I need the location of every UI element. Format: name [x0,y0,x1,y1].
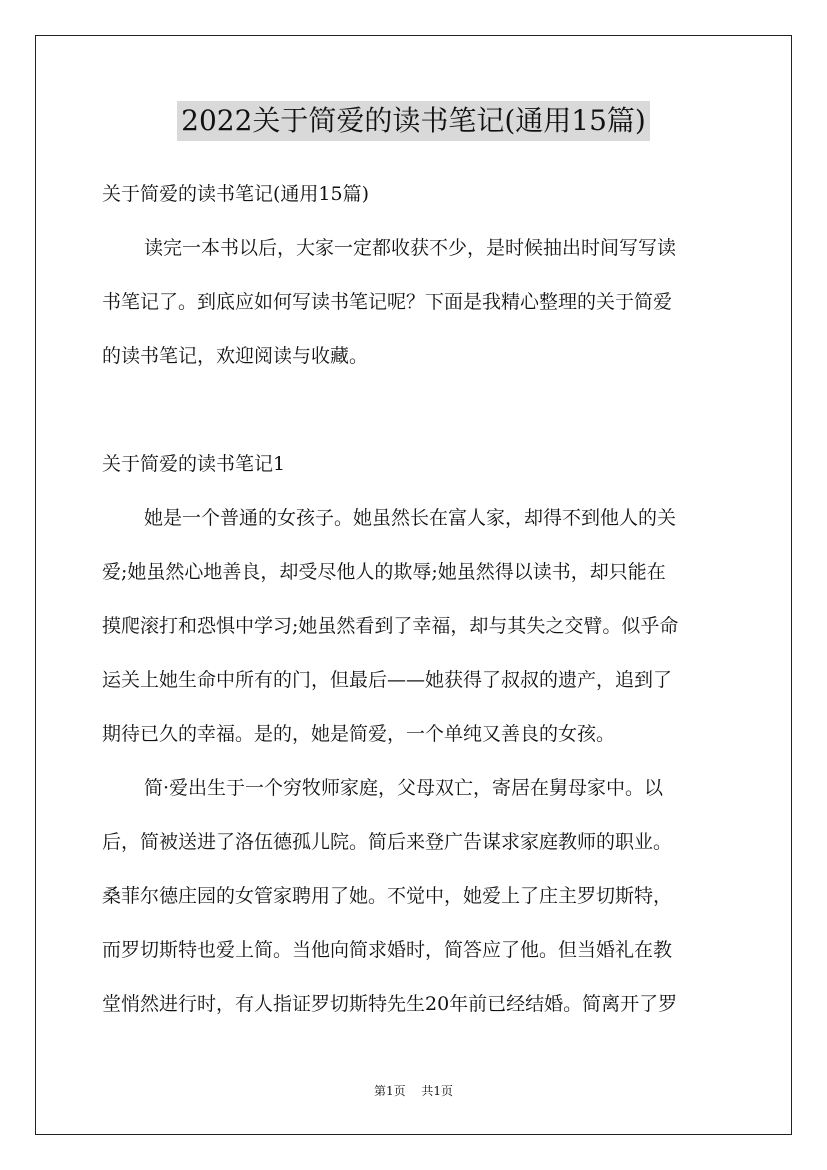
paragraph-line: 后，简被送进了洛伍德孤儿院。简后来登广告谋求家庭教师的职业。 [102,831,673,853]
intro-line: 书笔记了。到底应如何写读书笔记呢？下面是我精心整理的关于简爱 [102,291,673,313]
paragraph-line: 而罗切斯特也爱上简。当他向简求婚时，简答应了他。但当婚礼在教 [102,939,673,961]
page-number: 第1页 [373,1084,406,1098]
page-total: 共1页 [421,1084,454,1098]
intro-line: 读完一本书以后，大家一定都收获不少，是时候抽出时间写写读 [144,237,677,259]
document-title: 2022关于简爱的读书笔记(通用15篇) [177,101,650,141]
paragraph-line: 桑菲尔德庄园的女管家聘用了她。不觉中，她爱上了庄主罗切斯特， [102,885,673,907]
page-footer [0,1082,827,1099]
paragraph-line: 摸爬滚打和恐惧中学习;她虽然看到了幸福，却与其失之交臂。似乎命 [102,615,679,637]
document-title-wrapper [0,101,827,141]
paragraph-line: 堂悄然进行时，有人指证罗切斯特先生20年前已经结婚。简离开了罗 [102,993,678,1015]
section-heading: 关于简爱的读书笔记1 [102,453,286,475]
paragraph-line: 她是一个普通的女孩子。她虽然长在富人家，却得不到他人的关 [144,507,677,529]
intro-line: 的读书笔记，欢迎阅读与收藏。 [102,345,369,367]
paragraph-line: 期待已久的幸福。是的，她是简爱，一个单纯又善良的女孩。 [102,723,616,745]
document-subtitle: 关于简爱的读书笔记(通用15篇) [102,183,370,205]
paragraph-line: 运关上她生命中所有的门，但最后——她获得了叔叔的遗产，追到了 [102,669,673,691]
paragraph-line: 简·爱出生于一个穷牧师家庭，父母双亡，寄居在舅母家中。以 [144,777,664,799]
paragraph-line: 爱;她虽然心地善良，却受尽他人的欺辱;她虽然得以读书，却只能在 [102,561,666,583]
